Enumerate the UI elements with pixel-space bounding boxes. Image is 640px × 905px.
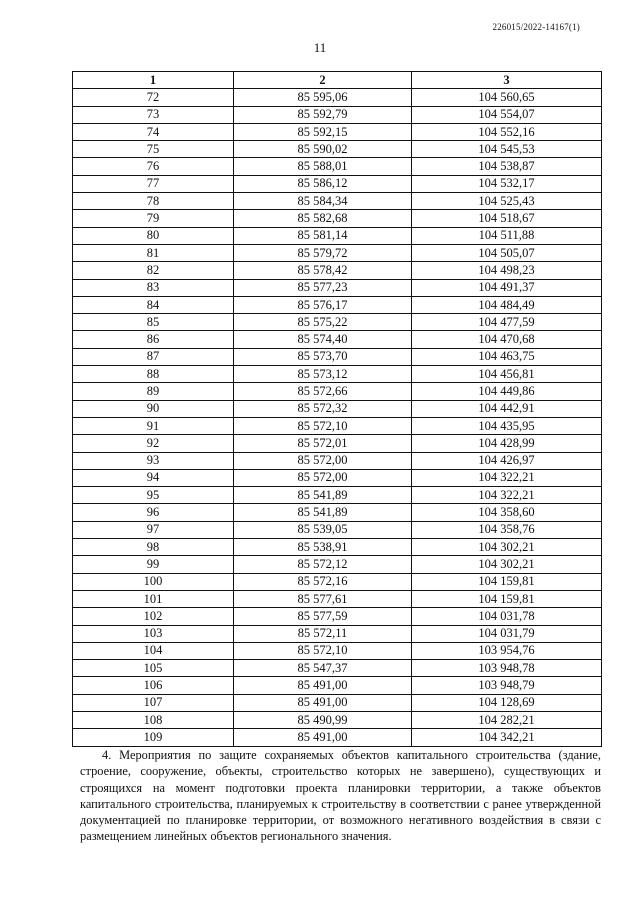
y-coordinate-cell: 103 948,78 xyxy=(412,660,602,677)
table-row xyxy=(73,435,602,452)
y-coordinate-cell: 104 463,75 xyxy=(412,348,602,365)
table-row xyxy=(73,400,602,417)
table-row xyxy=(73,331,602,348)
point-number-cell: 106 xyxy=(73,677,234,694)
table-row xyxy=(73,210,602,227)
point-number-cell: 104 xyxy=(73,642,234,659)
x-coordinate-cell: 85 592,79 xyxy=(234,106,412,123)
table-row xyxy=(73,314,602,331)
y-coordinate-cell: 104 498,23 xyxy=(412,262,602,279)
x-coordinate-cell: 85 575,22 xyxy=(234,314,412,331)
table-row xyxy=(73,642,602,659)
y-coordinate-cell: 104 518,67 xyxy=(412,210,602,227)
x-coordinate-cell: 85 572,66 xyxy=(234,383,412,400)
x-coordinate-cell: 85 579,72 xyxy=(234,244,412,261)
y-coordinate-cell: 104 545,53 xyxy=(412,141,602,158)
x-coordinate-cell: 85 586,12 xyxy=(234,175,412,192)
coordinates-table xyxy=(72,71,602,747)
x-coordinate-cell: 85 574,40 xyxy=(234,331,412,348)
x-coordinate-cell: 85 541,89 xyxy=(234,487,412,504)
x-coordinate-cell: 85 572,11 xyxy=(234,625,412,642)
table-row xyxy=(73,521,602,538)
x-coordinate-cell: 85 490,99 xyxy=(234,711,412,728)
point-number-cell: 108 xyxy=(73,711,234,728)
measures-paragraph: 4. Мероприятия по защите сохраняемых объектов капитального строительства (здание, строение, сооружение, объекты, строительство которых не завершено), существующих и строящихся на момент подготовки проекта планировки территории, а также объектов капитального строительства, планируемых к строительству в соответствии с ранее утвержденной документацией по планировке территории, от возможного негативного воздействия в связи с размещением линейных объектов регионального значения. xyxy=(80,748,601,844)
y-coordinate-cell: 104 342,21 xyxy=(412,729,602,746)
table-row xyxy=(73,89,602,106)
y-coordinate-cell: 104 552,16 xyxy=(412,123,602,140)
y-coordinate-cell: 104 426,97 xyxy=(412,452,602,469)
point-number-cell: 85 xyxy=(73,314,234,331)
table-row xyxy=(73,729,602,746)
table-row xyxy=(73,417,602,434)
point-number-cell: 98 xyxy=(73,539,234,556)
point-number-cell: 100 xyxy=(73,573,234,590)
point-number-cell: 79 xyxy=(73,210,234,227)
x-coordinate-cell: 85 584,34 xyxy=(234,193,412,210)
table-row xyxy=(73,348,602,365)
table-row xyxy=(73,296,602,313)
point-number-cell: 78 xyxy=(73,193,234,210)
point-number-cell: 90 xyxy=(73,400,234,417)
x-coordinate-cell: 85 573,70 xyxy=(234,348,412,365)
point-number-cell: 80 xyxy=(73,227,234,244)
y-coordinate-cell: 104 525,43 xyxy=(412,193,602,210)
y-coordinate-cell: 104 560,65 xyxy=(412,89,602,106)
x-coordinate-cell: 85 572,00 xyxy=(234,452,412,469)
point-number-cell: 94 xyxy=(73,469,234,486)
x-coordinate-cell: 85 572,10 xyxy=(234,642,412,659)
table-row xyxy=(73,590,602,607)
x-coordinate-cell: 85 491,00 xyxy=(234,694,412,711)
point-number-cell: 95 xyxy=(73,487,234,504)
y-coordinate-cell: 104 282,21 xyxy=(412,711,602,728)
table-row xyxy=(73,487,602,504)
point-number-cell: 75 xyxy=(73,141,234,158)
column-header: 1 xyxy=(73,72,234,89)
table-body xyxy=(73,89,602,746)
table-row xyxy=(73,660,602,677)
point-number-cell: 105 xyxy=(73,660,234,677)
y-coordinate-cell: 104 302,21 xyxy=(412,556,602,573)
point-number-cell: 72 xyxy=(73,89,234,106)
point-number-cell: 109 xyxy=(73,729,234,746)
point-number-cell: 93 xyxy=(73,452,234,469)
y-coordinate-cell: 104 511,88 xyxy=(412,227,602,244)
x-coordinate-cell: 85 491,00 xyxy=(234,729,412,746)
point-number-cell: 107 xyxy=(73,694,234,711)
point-number-cell: 74 xyxy=(73,123,234,140)
x-coordinate-cell: 85 581,14 xyxy=(234,227,412,244)
y-coordinate-cell: 104 159,81 xyxy=(412,573,602,590)
point-number-cell: 76 xyxy=(73,158,234,175)
y-coordinate-cell: 104 505,07 xyxy=(412,244,602,261)
table-row xyxy=(73,573,602,590)
x-coordinate-cell: 85 539,05 xyxy=(234,521,412,538)
y-coordinate-cell: 104 449,86 xyxy=(412,383,602,400)
table-row xyxy=(73,262,602,279)
x-coordinate-cell: 85 572,10 xyxy=(234,417,412,434)
x-coordinate-cell: 85 578,42 xyxy=(234,262,412,279)
table-row xyxy=(73,677,602,694)
table-row xyxy=(73,123,602,140)
y-coordinate-cell: 104 128,69 xyxy=(412,694,602,711)
point-number-cell: 83 xyxy=(73,279,234,296)
table-row xyxy=(73,141,602,158)
x-coordinate-cell: 85 577,61 xyxy=(234,590,412,607)
table-row xyxy=(73,366,602,383)
table-row xyxy=(73,625,602,642)
table-row xyxy=(73,539,602,556)
x-coordinate-cell: 85 572,01 xyxy=(234,435,412,452)
table-row xyxy=(73,608,602,625)
table-row xyxy=(73,279,602,296)
point-number-cell: 86 xyxy=(73,331,234,348)
table-row xyxy=(73,244,602,261)
table-row xyxy=(73,227,602,244)
point-number-cell: 91 xyxy=(73,417,234,434)
x-coordinate-cell: 85 577,59 xyxy=(234,608,412,625)
table-row xyxy=(73,711,602,728)
table-row xyxy=(73,193,602,210)
x-coordinate-cell: 85 491,00 xyxy=(234,677,412,694)
x-coordinate-cell: 85 573,12 xyxy=(234,366,412,383)
point-number-cell: 82 xyxy=(73,262,234,279)
table-row xyxy=(73,504,602,521)
table-row xyxy=(73,452,602,469)
table-row xyxy=(73,556,602,573)
y-coordinate-cell: 104 358,60 xyxy=(412,504,602,521)
point-number-cell: 89 xyxy=(73,383,234,400)
x-coordinate-cell: 85 595,06 xyxy=(234,89,412,106)
y-coordinate-cell: 104 484,49 xyxy=(412,296,602,313)
column-header: 2 xyxy=(234,72,412,89)
y-coordinate-cell: 104 491,37 xyxy=(412,279,602,296)
page-number: 11 xyxy=(313,40,327,55)
table-row xyxy=(73,383,602,400)
y-coordinate-cell: 104 031,78 xyxy=(412,608,602,625)
y-coordinate-cell: 104 031,79 xyxy=(412,625,602,642)
point-number-cell: 87 xyxy=(73,348,234,365)
table-row xyxy=(73,106,602,123)
y-coordinate-cell: 104 456,81 xyxy=(412,366,602,383)
y-coordinate-cell: 104 538,87 xyxy=(412,158,602,175)
x-coordinate-cell: 85 541,89 xyxy=(234,504,412,521)
y-coordinate-cell: 104 302,21 xyxy=(412,539,602,556)
point-number-cell: 103 xyxy=(73,625,234,642)
x-coordinate-cell: 85 582,68 xyxy=(234,210,412,227)
table-row xyxy=(73,694,602,711)
y-coordinate-cell: 104 428,99 xyxy=(412,435,602,452)
point-number-cell: 101 xyxy=(73,590,234,607)
table-row xyxy=(73,158,602,175)
point-number-cell: 81 xyxy=(73,244,234,261)
y-coordinate-cell: 104 322,21 xyxy=(412,469,602,486)
y-coordinate-cell: 104 554,07 xyxy=(412,106,602,123)
point-number-cell: 77 xyxy=(73,175,234,192)
y-coordinate-cell: 104 322,21 xyxy=(412,487,602,504)
y-coordinate-cell: 104 442,91 xyxy=(412,400,602,417)
x-coordinate-cell: 85 588,01 xyxy=(234,158,412,175)
x-coordinate-cell: 85 576,17 xyxy=(234,296,412,313)
y-coordinate-cell: 103 948,79 xyxy=(412,677,602,694)
x-coordinate-cell: 85 538,91 xyxy=(234,539,412,556)
x-coordinate-cell: 85 572,12 xyxy=(234,556,412,573)
y-coordinate-cell: 103 954,76 xyxy=(412,642,602,659)
point-number-cell: 88 xyxy=(73,366,234,383)
document-id: 226015/2022-14167(1) xyxy=(492,22,580,32)
y-coordinate-cell: 104 435,95 xyxy=(412,417,602,434)
table-header-row xyxy=(73,72,602,89)
point-number-cell: 99 xyxy=(73,556,234,573)
point-number-cell: 92 xyxy=(73,435,234,452)
point-number-cell: 102 xyxy=(73,608,234,625)
y-coordinate-cell: 104 159,81 xyxy=(412,590,602,607)
x-coordinate-cell: 85 572,00 xyxy=(234,469,412,486)
y-coordinate-cell: 104 477,59 xyxy=(412,314,602,331)
column-header: 3 xyxy=(412,72,602,89)
y-coordinate-cell: 104 470,68 xyxy=(412,331,602,348)
x-coordinate-cell: 85 590,02 xyxy=(234,141,412,158)
point-number-cell: 73 xyxy=(73,106,234,123)
y-coordinate-cell: 104 358,76 xyxy=(412,521,602,538)
point-number-cell: 84 xyxy=(73,296,234,313)
point-number-cell: 96 xyxy=(73,504,234,521)
x-coordinate-cell: 85 572,16 xyxy=(234,573,412,590)
x-coordinate-cell: 85 572,32 xyxy=(234,400,412,417)
x-coordinate-cell: 85 577,23 xyxy=(234,279,412,296)
x-coordinate-cell: 85 547,37 xyxy=(234,660,412,677)
table-row xyxy=(73,175,602,192)
y-coordinate-cell: 104 532,17 xyxy=(412,175,602,192)
x-coordinate-cell: 85 592,15 xyxy=(234,123,412,140)
point-number-cell: 97 xyxy=(73,521,234,538)
table-row xyxy=(73,469,602,486)
